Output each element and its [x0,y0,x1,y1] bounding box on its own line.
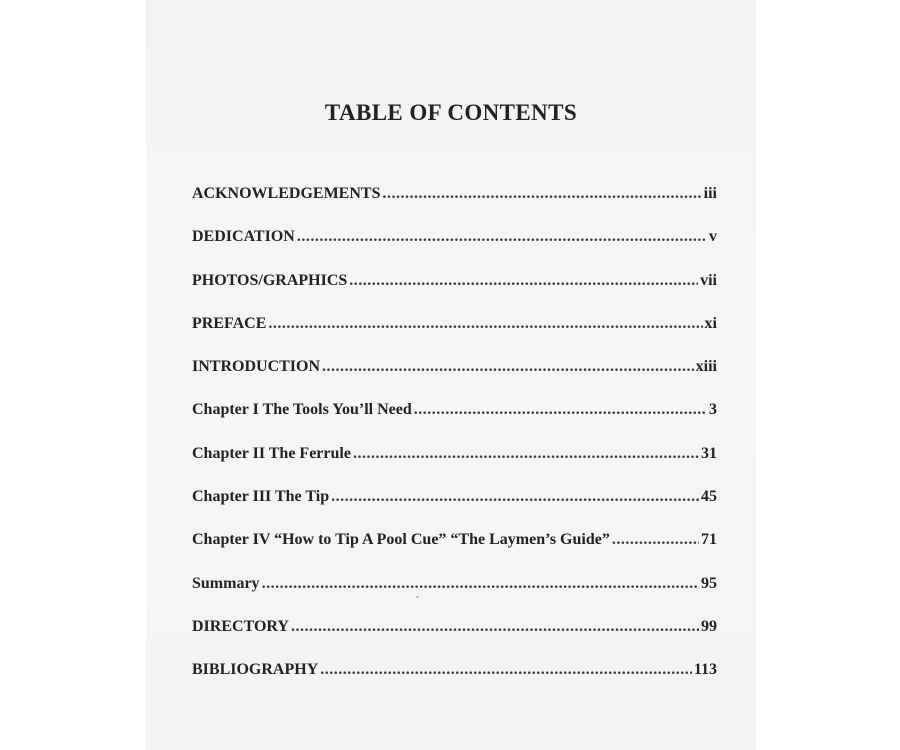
toc-entry-chapter-2 [192,445,717,488]
dot-leader [297,228,707,246]
toc-entry-label: BIBLIOGRAPHY [192,661,319,679]
document-page [146,0,756,750]
toc-entry-bibliography [192,661,717,704]
toc-entry-page: 45 [701,488,717,506]
toc-entry-label: DIRECTORY [192,617,289,635]
toc-entry-label: DEDICATION [192,228,295,246]
toc-entry-dedication [192,228,717,271]
toc-entry-chapter-1 [192,401,717,444]
dot-leader [382,185,701,203]
dot-leader [349,272,698,290]
dot-leader [320,661,692,679]
toc-entry-chapter-4 [192,531,717,574]
dot-leader [262,575,699,593]
toc-entry-acknowledgements [192,185,717,228]
dot-leader [414,401,707,419]
toc-entry-label: INTRODUCTION [192,358,321,376]
toc-list [192,185,717,705]
toc-entry-page: iii [703,185,717,202]
dot-leader [353,445,699,463]
toc-entry-page: 3 [709,401,717,419]
toc-entry-chapter-3 [192,488,717,531]
dot-leader [291,618,699,636]
dot-leader [322,358,694,376]
toc-entry-page: 99 [701,617,717,635]
toc-entry-label: PHOTOS/GRAPHICS [192,271,348,289]
toc-entry-directory [192,618,717,661]
toc-entry-page: 71 [701,531,717,549]
toc-entry-page: v [709,228,717,246]
toc-entry-page: vii [700,271,717,289]
toc-entry-label: Chapter III The Tip [192,488,330,506]
toc-entry-label: Chapter II The Ferrule [192,444,351,462]
toc-entry-label: Summary [192,574,260,592]
toc-entry-preface [192,315,717,358]
toc-entry-summary [192,575,717,618]
dot-leader [268,315,702,333]
toc-entry-label: Chapter IV “How to Tip A Pool Cue” “The Laymen’s Guide” [192,531,610,549]
page-title: TABLE OF CONTENTS [324,100,578,125]
toc-entry-label: Chapter I The Tools You’ll Need [192,401,412,419]
toc-entry-label: PREFACE [192,314,267,332]
paper-speck [416,596,419,598]
toc-entry-label: ACKNOWLEDGEMENTS [192,185,381,202]
dot-leader [612,531,699,549]
dot-leader [331,488,699,506]
toc-entry-photos-graphics [192,272,717,315]
toc-entry-page: xi [704,314,717,332]
toc-entry-page: 95 [701,574,717,592]
toc-entry-page: 113 [693,661,717,679]
toc-entry-page: xiii [695,358,717,376]
toc-entry-introduction [192,358,717,401]
toc-entry-page: 31 [701,444,717,462]
